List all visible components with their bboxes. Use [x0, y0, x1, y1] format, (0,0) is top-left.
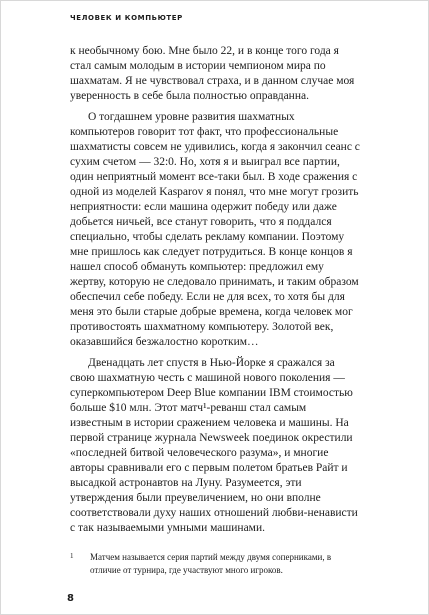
page-number: 8 — [67, 593, 74, 604]
running-head: ЧЕЛОВЕК И КОМПЬЮТЕР — [70, 14, 183, 22]
paragraph-3: Двенадцать лет спустя в Нью-Йорке я сражался за свою шахматную честь с машиной нового поколения — суперкомпьютером Deep Blue компании IBM стоимостью больше $10 млн. Этот матч¹-реванш стал самым известным в истории сражением человека и машины. На первой странице журнала Newsweek поединок окрестили «последней битвой человеческого разума», и многие авторы сравнивали его с первым полетом братьев Райт и высадкой астронавтов на Луну. Разумеется, эти утверждения были преувеличением, но они вполне соответствовали духу наших отношений любви-ненависти с так называемыми умными машинами. — [70, 357, 358, 534]
paragraph-1: к необычному бою. Мне было 22, и в конце того года я стал самым молодым в истории чемпионом мира по шахматам. Я не чувствовал страха, и в данном случае моя уверенность в себе была полностью оправданна. — [70, 45, 355, 102]
footnote-mark: 1 — [70, 552, 74, 560]
footnote-text: Матчем называется серия партий между двумя соперниками, в отличие от турнира, где участвуют много игроков. — [90, 552, 332, 575]
footnote — [70, 551, 360, 577]
paragraph-2: О тогдашнем уровне развития шахматных компьютеров говорит тот факт, что профессиональные шахматисты совсем не удивились, когда я закончил сеанс с сухим счетом — 32:0. Но, хотя я и выиграл все партии, один неприятный момент все-таки был. В ходе сражения с одной из моделей Kasparov я понял, что мне могут грозить неприятности: если машина одержит победу или даже добьется ничьей, все станут говорить, что я поддался специально, чтобы сделать рекламу компании. Поэтому мне пришлось как следует потрудиться. В конце концов я нашел способ обмануть компьютер: предложил ему жертву, которую не следовало принимать, и таким образом обеспечил себе победу. Если не для всех, то хотя бы для меня это были старые добрые времена, когда человек мог противостоять шахматному компьютеру. Золотой век, оказавшийся безжалостно коротким… — [70, 111, 360, 348]
body-text — [70, 44, 360, 536]
